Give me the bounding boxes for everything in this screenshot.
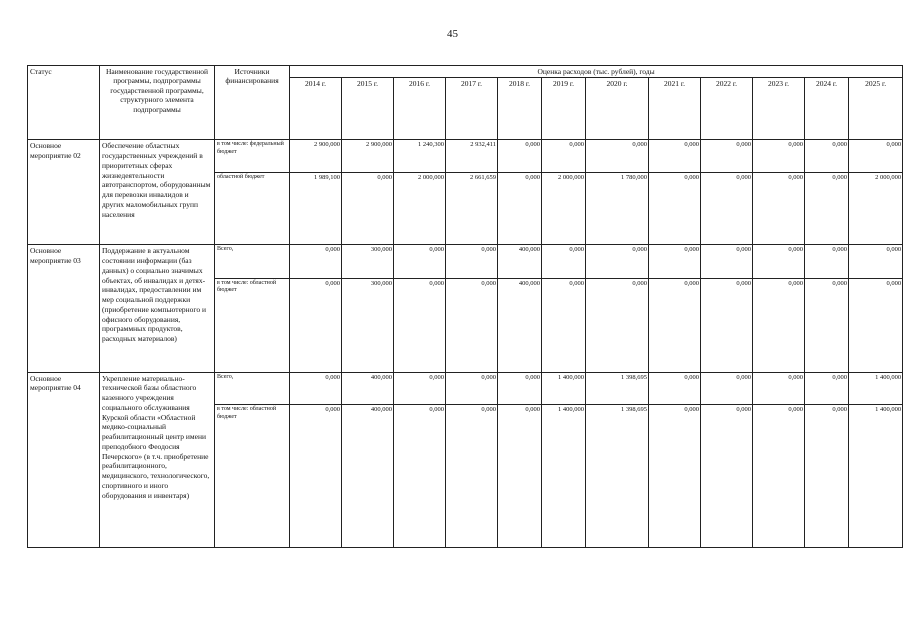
source-cell: Всего,	[215, 372, 290, 405]
value-cell: 0,000	[805, 405, 849, 548]
year-header: 2015 г.	[342, 78, 394, 140]
value-cell: 2 900,000	[342, 140, 394, 173]
value-cell: 0,000	[805, 172, 849, 244]
value-cell: 300,000	[342, 278, 394, 372]
year-header: 2025 г.	[849, 78, 903, 140]
value-cell: 400,000	[498, 245, 542, 279]
value-cell: 0,000	[701, 278, 753, 372]
value-cell: 1 398,695	[586, 372, 649, 405]
year-header: 2019 г.	[542, 78, 586, 140]
value-cell: 0,000	[446, 278, 498, 372]
year-header: 2017 г.	[446, 78, 498, 140]
value-cell: 2 000,000	[394, 172, 446, 244]
table-row	[28, 372, 903, 405]
value-cell: 1 780,000	[586, 172, 649, 244]
value-cell: 0,000	[805, 245, 849, 279]
value-cell: 2 000,000	[542, 172, 586, 244]
value-cell: 0,000	[649, 140, 701, 173]
year-header: 2022 г.	[701, 78, 753, 140]
source-cell: в том числе: федеральный бюджет	[215, 140, 290, 173]
value-cell: 0,000	[542, 245, 586, 279]
value-cell: 0,000	[394, 372, 446, 405]
value-cell: 0,000	[394, 278, 446, 372]
header-status: Статус	[28, 66, 100, 140]
year-header: 2016 г.	[394, 78, 446, 140]
value-cell: 0,000	[753, 372, 805, 405]
year-header: 2018 г.	[498, 78, 542, 140]
table-row	[28, 140, 903, 173]
value-cell: 0,000	[290, 372, 342, 405]
expenditure-table	[27, 65, 903, 548]
value-cell: 2 661,659	[446, 172, 498, 244]
status-cell: Основное мероприятие 02	[28, 140, 100, 245]
value-cell: 0,000	[394, 405, 446, 548]
value-cell: 0,000	[498, 405, 542, 548]
name-cell: Обеспечение областных государственных учреждений в приоритетных сферах жизнедеятельности автотранспортом, оборудованным для перевозки инвалидов и других маломобильных групп населения	[100, 140, 215, 245]
value-cell: 0,000	[849, 245, 903, 279]
value-cell: 0,000	[849, 278, 903, 372]
value-cell: 0,000	[498, 372, 542, 405]
value-cell: 0,000	[649, 405, 701, 548]
page-number: 45	[447, 28, 458, 40]
value-cell: 0,000	[753, 172, 805, 244]
value-cell: 0,000	[446, 245, 498, 279]
value-cell: 0,000	[586, 140, 649, 173]
value-cell: 400,000	[498, 278, 542, 372]
value-cell: 1 240,300	[394, 140, 446, 173]
value-cell: 0,000	[542, 278, 586, 372]
value-cell: 0,000	[753, 140, 805, 173]
header-source: Источники финансирования	[215, 66, 290, 140]
value-cell: 0,000	[805, 372, 849, 405]
source-cell: в том числе: областной бюджет	[215, 278, 290, 372]
name-cell: Укрепление материально-технической базы областного казенного учреждения социального обслуживания Курской области «Областной медико-социальный реабилитационный центр имени преподобного Феодосия Печерского» (в т.ч. приобретение реабилитационного, медицинского, технологического, спортивного и иного оборудования и инвентаря)	[100, 372, 215, 547]
value-cell: 0,000	[805, 278, 849, 372]
value-cell: 0,000	[290, 405, 342, 548]
source-cell: областной бюджет	[215, 172, 290, 244]
value-cell: 400,000	[342, 372, 394, 405]
value-cell: 0,000	[446, 372, 498, 405]
value-cell: 1 400,000	[542, 405, 586, 548]
value-cell: 0,000	[753, 405, 805, 548]
year-header: 2023 г.	[753, 78, 805, 140]
value-cell: 0,000	[701, 245, 753, 279]
status-cell: Основное мероприятие 04	[28, 372, 100, 547]
value-cell: 0,000	[542, 140, 586, 173]
value-cell: 0,000	[701, 140, 753, 173]
value-cell: 0,000	[446, 405, 498, 548]
value-cell: 1 989,100	[290, 172, 342, 244]
value-cell: 0,000	[753, 245, 805, 279]
year-header: 2014 г.	[290, 78, 342, 140]
source-cell: Всего,	[215, 245, 290, 279]
value-cell: 0,000	[586, 245, 649, 279]
value-cell: 0,000	[290, 245, 342, 279]
table-row	[28, 245, 903, 279]
header-name: Наименование государственной программы, подпрограммы государственной программы, структурного элемента подпрограммы	[100, 66, 215, 140]
value-cell: 1 400,000	[849, 405, 903, 548]
year-header: 2020 г.	[586, 78, 649, 140]
value-cell: 0,000	[753, 278, 805, 372]
header-estimate: Оценка расходов (тыс. рублей), годы	[290, 66, 903, 78]
value-cell: 0,000	[701, 405, 753, 548]
name-cell: Поддержание в актуальном состоянии информации (баз данных) о социально значимых объектах, об инвалидах и детях-инвалидах, предоставлении им мер социальной поддержки (приобретение компьютерного и офисного оборудования, программных продуктов, расходных материалов)	[100, 245, 215, 372]
value-cell: 2 900,000	[290, 140, 342, 173]
year-header: 2021 г.	[649, 78, 701, 140]
value-cell: 0,000	[701, 172, 753, 244]
year-header: 2024 г.	[805, 78, 849, 140]
value-cell: 0,000	[586, 278, 649, 372]
status-cell: Основное мероприятие 03	[28, 245, 100, 372]
value-cell: 0,000	[649, 172, 701, 244]
value-cell: 0,000	[701, 372, 753, 405]
value-cell: 2 000,000	[849, 172, 903, 244]
source-cell: в том числе: областной бюджет	[215, 405, 290, 548]
value-cell: 0,000	[649, 278, 701, 372]
value-cell: 0,000	[805, 140, 849, 173]
value-cell: 0,000	[649, 245, 701, 279]
value-cell: 0,000	[394, 245, 446, 279]
value-cell: 1 400,000	[542, 372, 586, 405]
value-cell: 0,000	[498, 140, 542, 173]
value-cell: 0,000	[498, 172, 542, 244]
value-cell: 0,000	[649, 372, 701, 405]
value-cell: 0,000	[290, 278, 342, 372]
value-cell: 0,000	[342, 172, 394, 244]
value-cell: 400,000	[342, 405, 394, 548]
value-cell: 1 400,000	[849, 372, 903, 405]
value-cell: 0,000	[849, 140, 903, 173]
value-cell: 2 932,411	[446, 140, 498, 173]
value-cell: 1 398,695	[586, 405, 649, 548]
value-cell: 300,000	[342, 245, 394, 279]
